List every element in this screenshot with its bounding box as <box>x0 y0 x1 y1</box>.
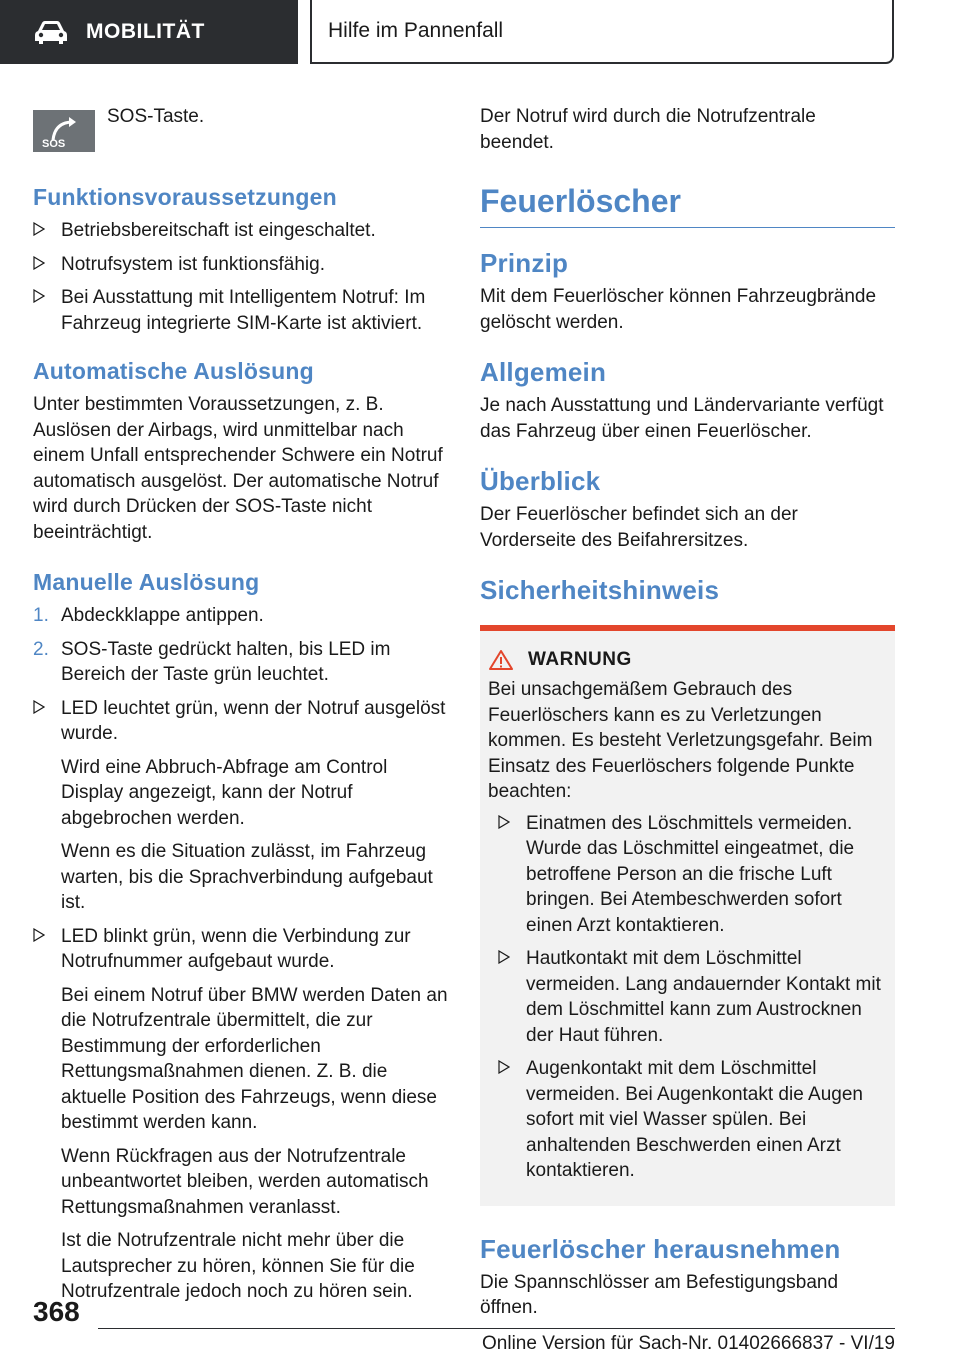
list-item-text: Bei Ausstattung mit Intelligentem Notruf: Im Fahrzeug integrierte SIM-Karte ist aktiviert. <box>61 287 426 334</box>
list-item <box>498 811 887 939</box>
list-item-text: LED blinkt grün, wenn die Verbindung zur Notrufnummer aufgebaut wurde. <box>61 925 411 972</box>
car-icon <box>34 19 68 45</box>
heading-feuerloescher: Feuerlöscher <box>480 183 681 219</box>
heading-ueberblick: Überblick <box>480 466 601 496</box>
triangle-bullet-icon <box>33 700 45 714</box>
warning-triangle-icon <box>488 649 514 671</box>
list-item-text: Notrufsystem ist funktionsfähig. <box>61 253 325 275</box>
heading-automatische-ausloesung: Automatische Auslösung <box>33 358 314 384</box>
sub-paragraph: Wenn Rückfragen aus der Notrufzentrale unbeantwortet bleiben, werden automatisch Rettungsmaßnahmen veranlasst. <box>61 1145 429 1218</box>
list-item-text: Einatmen des Löschmittels vermeiden. Wurde das Löschmittel eingeatmet, die betroffene Person an die frische Luft bringen. Bei Atembeschwerden sofort einen Arzt kontaktieren. <box>526 812 855 936</box>
step-number: 2. <box>33 638 49 660</box>
list-item <box>498 946 887 1048</box>
chapter-header <box>310 0 894 64</box>
triangle-bullet-icon <box>33 256 45 270</box>
step-text: Abdeckklappe antippen. <box>61 605 264 626</box>
heading-manuelle-ausloesung: Manuelle Auslösung <box>33 569 260 595</box>
step-number: 1. <box>33 605 49 626</box>
warning-list <box>488 811 887 1184</box>
paragraph-allgemein: Je nach Ausstattung und Ländervariante verfügt das Fahrzeug über einen Feuerlöscher. <box>480 395 884 442</box>
paragraph-herausnehmen: Die Spannschlösser am Befestigungsband öffnen. <box>480 1271 839 1318</box>
list-item-text: LED leuchtet grün, wenn der Notruf ausgelöst wurde. <box>61 697 446 744</box>
triangle-bullet-icon <box>33 222 45 236</box>
paragraph-intro: Der Notruf wird durch die Notrufzentrale beendet. <box>480 106 816 153</box>
heading-sicherheitshinweis: Sicherheitshinweis <box>480 575 720 605</box>
warning-box <box>480 625 895 1206</box>
chapter-title: Hilfe im Pannenfall <box>328 19 504 42</box>
list-item-text: Augenkontakt mit dem Löschmittel vermeiden. Bei Augenkontakt die Augen sofort mit viel Wasser spülen. Bei anhaltenden Beschwerden einen Arzt kontaktieren. <box>526 1058 863 1181</box>
warning-title: WARNUNG <box>528 649 632 670</box>
triangle-bullet-icon <box>498 815 510 829</box>
list-item <box>33 218 448 244</box>
right-column <box>480 104 895 1343</box>
paragraph-prinzip: Mit dem Feuerlöscher können Fahrzeugbrände gelöscht werden. <box>480 286 877 333</box>
page-number: 368 <box>33 1296 80 1327</box>
list-item <box>33 696 448 916</box>
online-version-note: Online Version für Sach-Nr. 01402666837 - VI/19 <box>482 1333 895 1354</box>
list-item <box>498 1056 887 1184</box>
prerequisites-list <box>33 218 448 336</box>
left-column <box>33 104 448 1325</box>
heading-prinzip: Prinzip <box>480 248 569 278</box>
triangle-bullet-icon <box>33 928 45 942</box>
step-text: SOS-Taste gedrückt halten, bis LED im Bereich der Taste grün leuchtet. <box>61 638 391 685</box>
sub-paragraph: Wenn es die Situation zulässt, im Fahrzeug warten, bis die Sprachverbindung aufgebaut ist. <box>61 841 433 913</box>
list-item-text: Hautkontakt mit dem Löschmittel vermeiden. Lang andauernder Kontakt mit dem Löschmittel kann zum Austrocknen der Haut führen. <box>526 948 881 1046</box>
section-label: MOBILITÄT <box>86 20 205 43</box>
warning-header <box>488 649 887 671</box>
heading-allgemein: Allgemein <box>480 357 607 387</box>
list-item-text: Betriebsbereitschaft ist eingeschaltet. <box>61 220 376 241</box>
step-item <box>33 603 448 629</box>
paragraph-ueberblick: Der Feuerlöscher befindet sich an der Vorderseite des Beifahrersitzes. <box>480 504 798 551</box>
list-item <box>33 924 448 1305</box>
footer-divider <box>98 1328 895 1329</box>
paragraph-automatic: Unter bestimmten Voraussetzungen, z. B. Auslösen der Airbags, wird unmittelbar nach einem Unfall entsprechender Schwere ein Notruf automatisch ausgelöst. Der automatische Notruf wird durch Drücken der SOS-Taste nicht beeinträchtigt. <box>33 394 443 543</box>
sos-icon-label: SOS <box>42 138 66 150</box>
step-item <box>33 637 448 688</box>
heading-funktionsvoraussetzungen: Funktionsvoraussetzungen <box>33 184 337 210</box>
manual-steps-list <box>33 603 448 688</box>
warning-text: Bei unsachgemäßem Gebrauch des Feuerlöschers kann es zu Verletzungen kommen. Es besteht Verletzungsgefahr. Beim Einsatz des Feuerlöschers folgende Punkte beachten: <box>488 679 873 802</box>
section-tab <box>0 0 298 64</box>
triangle-bullet-icon <box>33 289 45 303</box>
led-status-list <box>33 696 448 1305</box>
sub-paragraph: Wird eine Abbruch-Abfrage am Control Display angezeigt, kann der Notruf abgebrochen werden. <box>61 756 388 829</box>
sub-paragraph: Ist die Notrufzentrale nicht mehr über die Lautsprecher zu hören, können Sie für die Notrufzentrale jedoch noch zu hören sein. <box>61 1230 415 1302</box>
sos-caption: SOS-Taste. <box>107 106 205 127</box>
sos-button-icon <box>33 110 95 152</box>
triangle-bullet-icon <box>498 950 510 964</box>
list-item <box>33 252 448 278</box>
triangle-bullet-icon <box>498 1060 510 1074</box>
section-heading-block <box>480 181 895 228</box>
list-item <box>33 285 448 336</box>
sos-figure <box>33 104 448 152</box>
sub-paragraph: Bei einem Notruf über BMW werden Daten an die Notrufzentrale übermittelt, die zur Bestimmung der erforderlichen Rettungsmaßnahmen dienen. Z. B. die aktuelle Position des Fahrzeugs, wenn diese bestimmt werden kann. <box>61 984 448 1133</box>
heading-herausnehmen: Feuerlöscher herausnehmen <box>480 1233 841 1264</box>
